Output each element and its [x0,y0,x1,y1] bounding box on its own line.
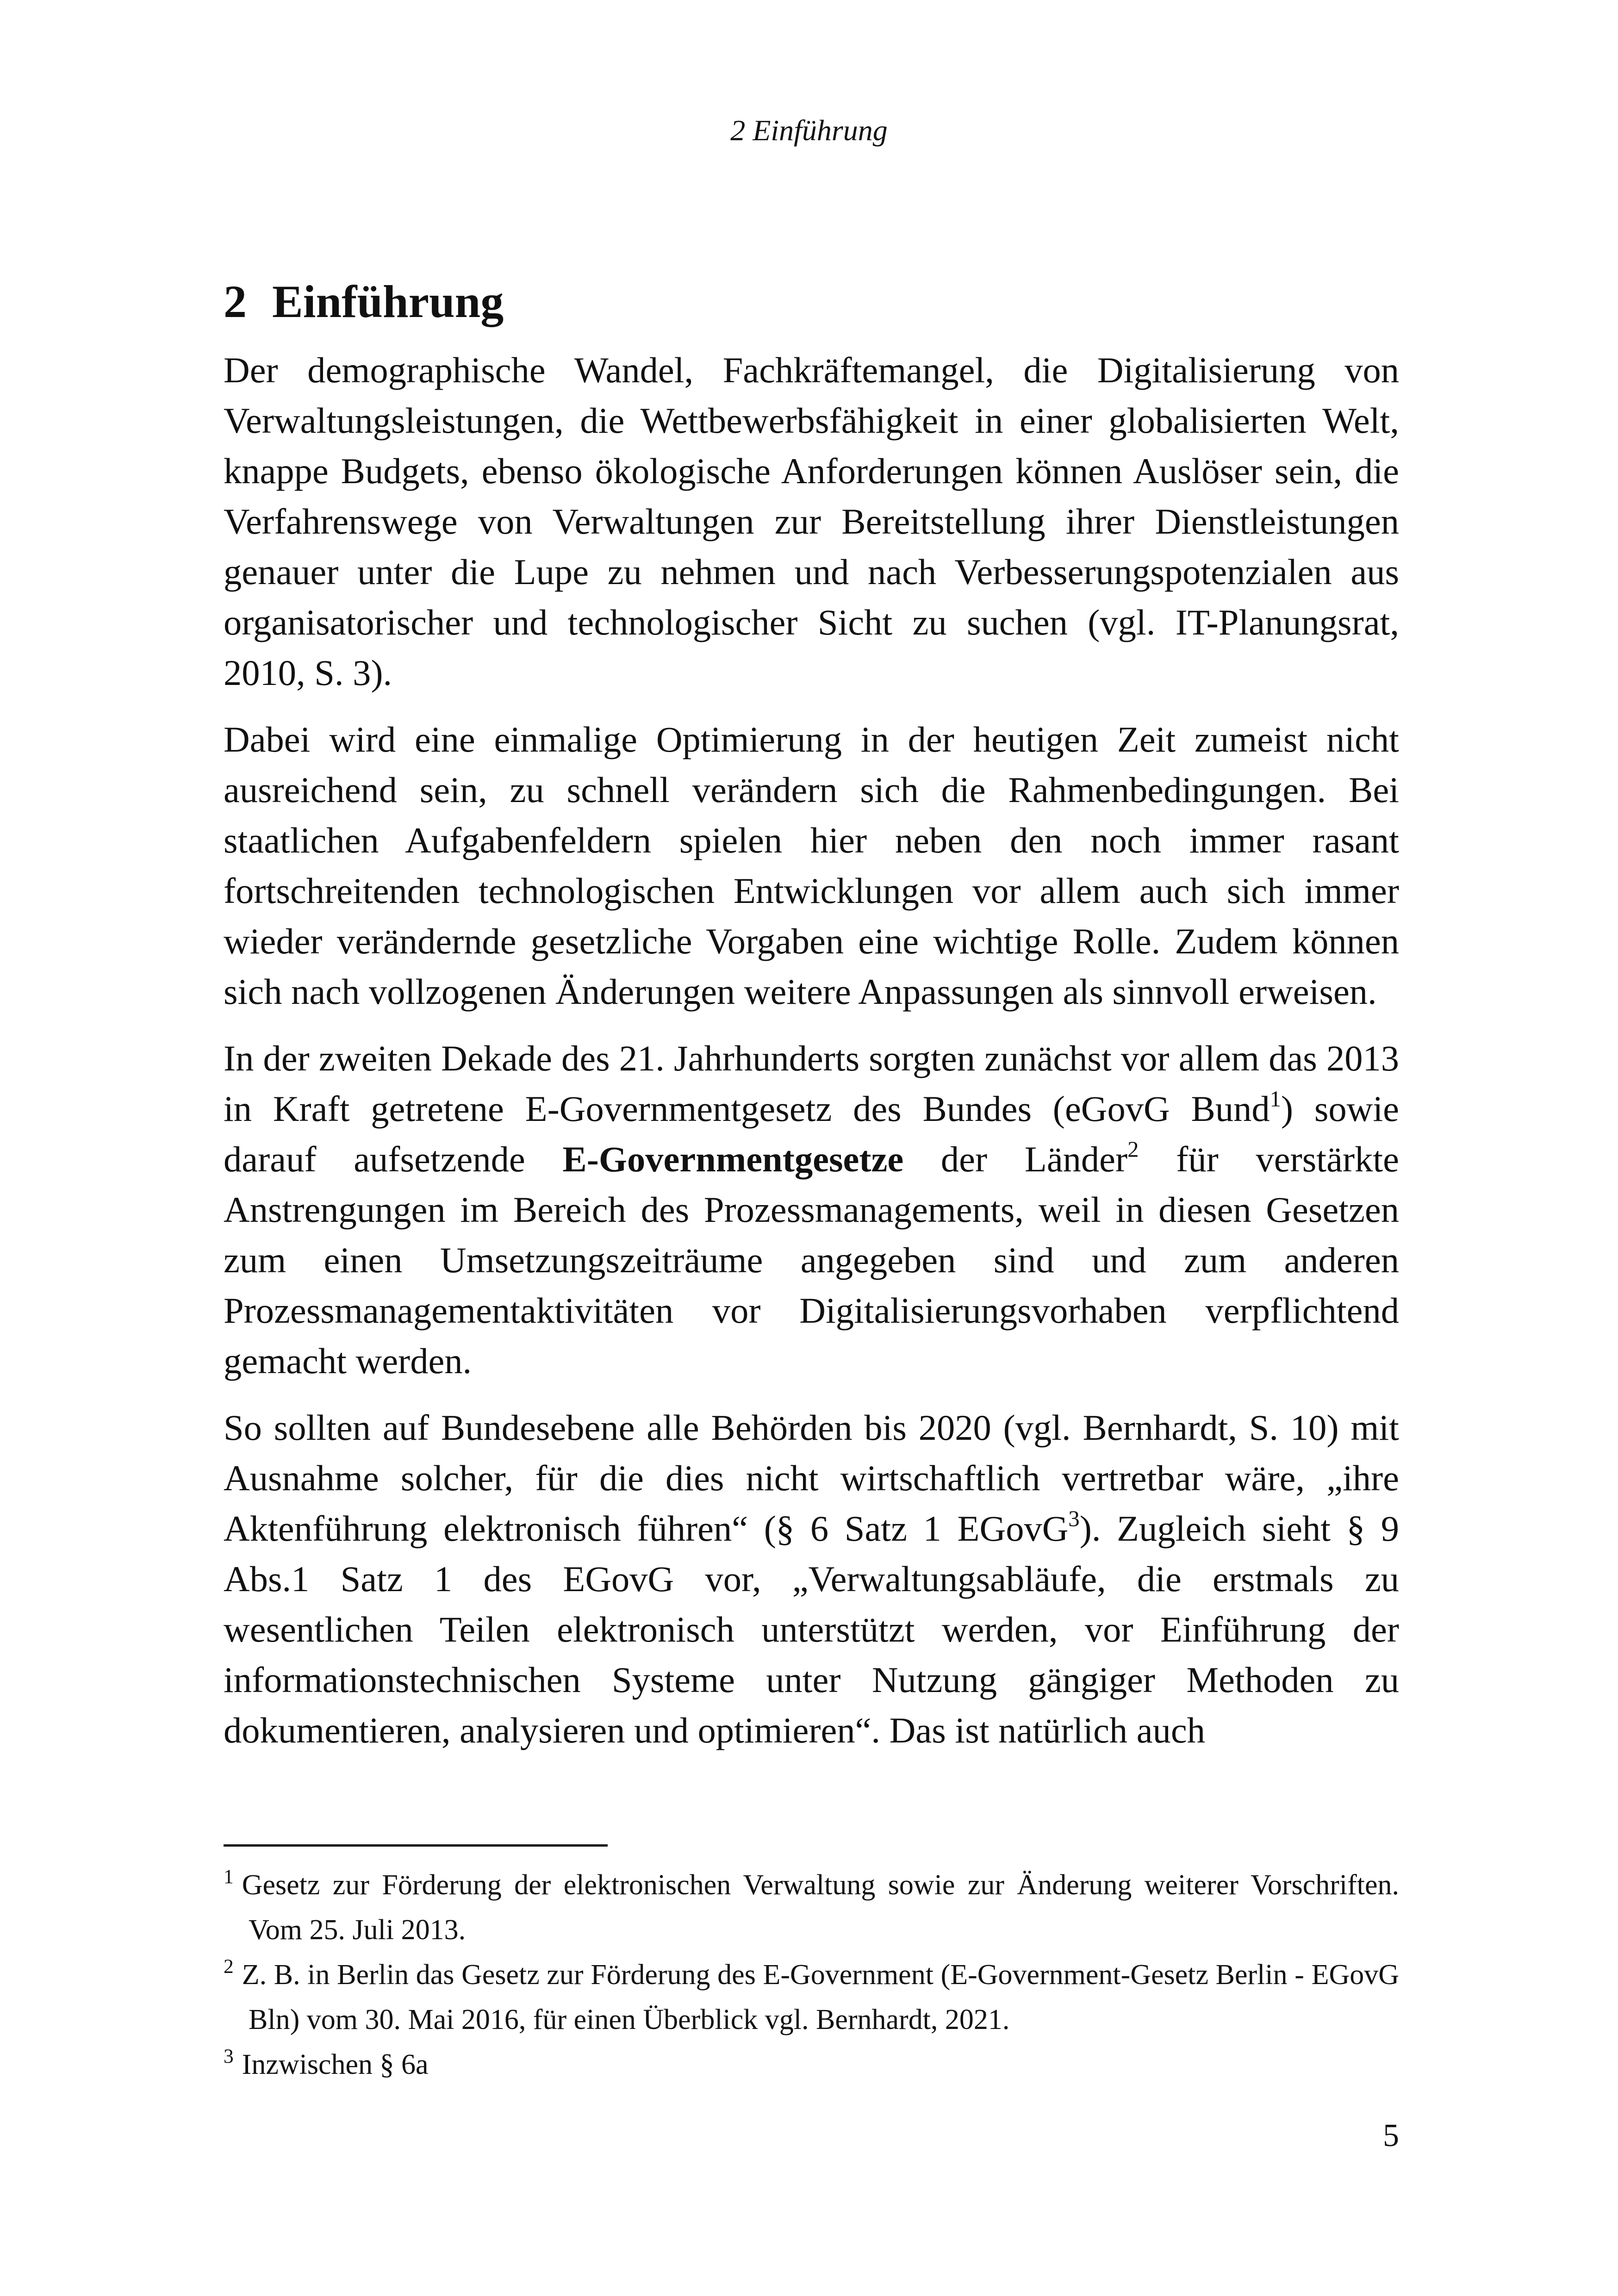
paragraph-2: Dabei wird eine einmalige Optimierung in der heutigen Zeit zumeist nicht ausreichend sein, zu schnell verändern sich die Rahmenbedingungen. Bei staatlichen Aufgabenfeldern spielen hier neben den noch immer rasant fortschreitenden technologischen Entwicklungen vor allem auch sich immer wieder verändernde gesetzliche Vorgaben eine wichtige Rolle. Zudem können sich nach vollzogenen Änderungen weitere Anpassungen als sinnvoll erweisen. [224,719,1399,1012]
footnote-ref-3: 3 [1068,1506,1080,1531]
paragraph-4-text: ). Zugleich sieht § 9 Abs.1 Satz 1 des EGovG vor, „Verwaltungsabläufe, die erstmals zu wesentlichen Teilen elektronisch unterstützt werden, vor Einführung der informationstechnischen Systeme unter Nutzung gängiger Methoden zu dokumentieren, analysieren und optimieren“. Das ist natürlich auch [224,1508,1399,1750]
paragraph-4 [224,1402,1399,1755]
paragraph-3 [224,1033,1399,1386]
footnotes [224,1863,1399,2087]
paragraph-3-text: der Länder [903,1139,1128,1179]
paragraph-1: Der demographische Wandel, Fachkräftemangel, die Digitalisierung von Verwaltungsleistungen, die Wettbewerbsfähigkeit in einer globalisierten Welt, knappe Budgets, ebenso ökologische Anforderungen können Auslöser sein, die Verfahrenswege von Verwaltungen zur Bereitstellung ihrer Dienstleistungen genauer unter die Lupe zu nehmen und nach Verbesserungspotenzialen aus organisatorischer und technologischer Sicht zu suchen (vgl. IT-Planungsrat, 2010, S. 3). [224,350,1399,693]
footnote-ref-2: 2 [1127,1137,1139,1162]
paragraph-3-text: In der zweiten Dekade des 21. Jahrhunderts sorgten zunächst vor allem das 2013 in Kraft getretene E-Governmentgesetz des Bundes (eGovG Bund [224,1038,1399,1129]
chapter-title: Einführung [272,276,504,327]
footnote-text: Z. B. in Berlin das Gesetz zur Förderung des E-Government (E-Government-Gesetz Berlin - EGovG Bln) vom 30. Mai 2016, für einen Überblick vgl. Bernhardt, 2021. [242,1959,1399,2035]
paragraph-3-text: ) sowie darauf aufsetzende [224,1089,1399,1179]
footnote-text: Gesetz zur Förderung der elektronischen Verwaltung sowie zur Änderung weiterer Vorschriften. Vom 25. Juli 2013. [242,1869,1399,1946]
footnote-text: Inzwischen § 6a [242,2049,429,2080]
footnote-divider [224,1844,608,1847]
footnote-1 [224,1863,1399,1953]
chapter-heading [224,274,504,330]
paragraph-4-text: So sollten auf Bundesebene alle Behörden bis 2020 (vgl. Bernhardt, S. 10) mit Ausnahme solcher, für die dies nicht wirtschaftlich vertretbar wäre, „ihre Aktenführung elektronisch führen“ (§ 6 Satz 1 EGovG [224,1407,1399,1549]
body-text [224,345,1399,1772]
chapter-number: 2 [224,276,247,327]
footnote-2 [224,1953,1399,2042]
paragraph-3-text: für verstärkte Anstrengungen im Bereich des Prozessmanagements, weil in diesen Gesetzen zum einen Umsetzungszeiträume angegeben sind und zum anderen Prozessmanagementaktivitäten vor Digitalisierungsvorhaben verpflichtend gemacht werden. [224,1139,1399,1381]
bold-term: E-Governmentgesetze [562,1139,904,1179]
footnote-mark: 2 [224,1955,234,1978]
footnote-mark: 3 [224,2045,234,2068]
footnote-ref-1: 1 [1270,1086,1281,1112]
footnote-3 [224,2042,1399,2087]
page-number: 5 [1383,2118,1399,2153]
running-head: 2 Einführung [730,114,888,147]
footnote-mark: 1 [224,1866,234,1888]
